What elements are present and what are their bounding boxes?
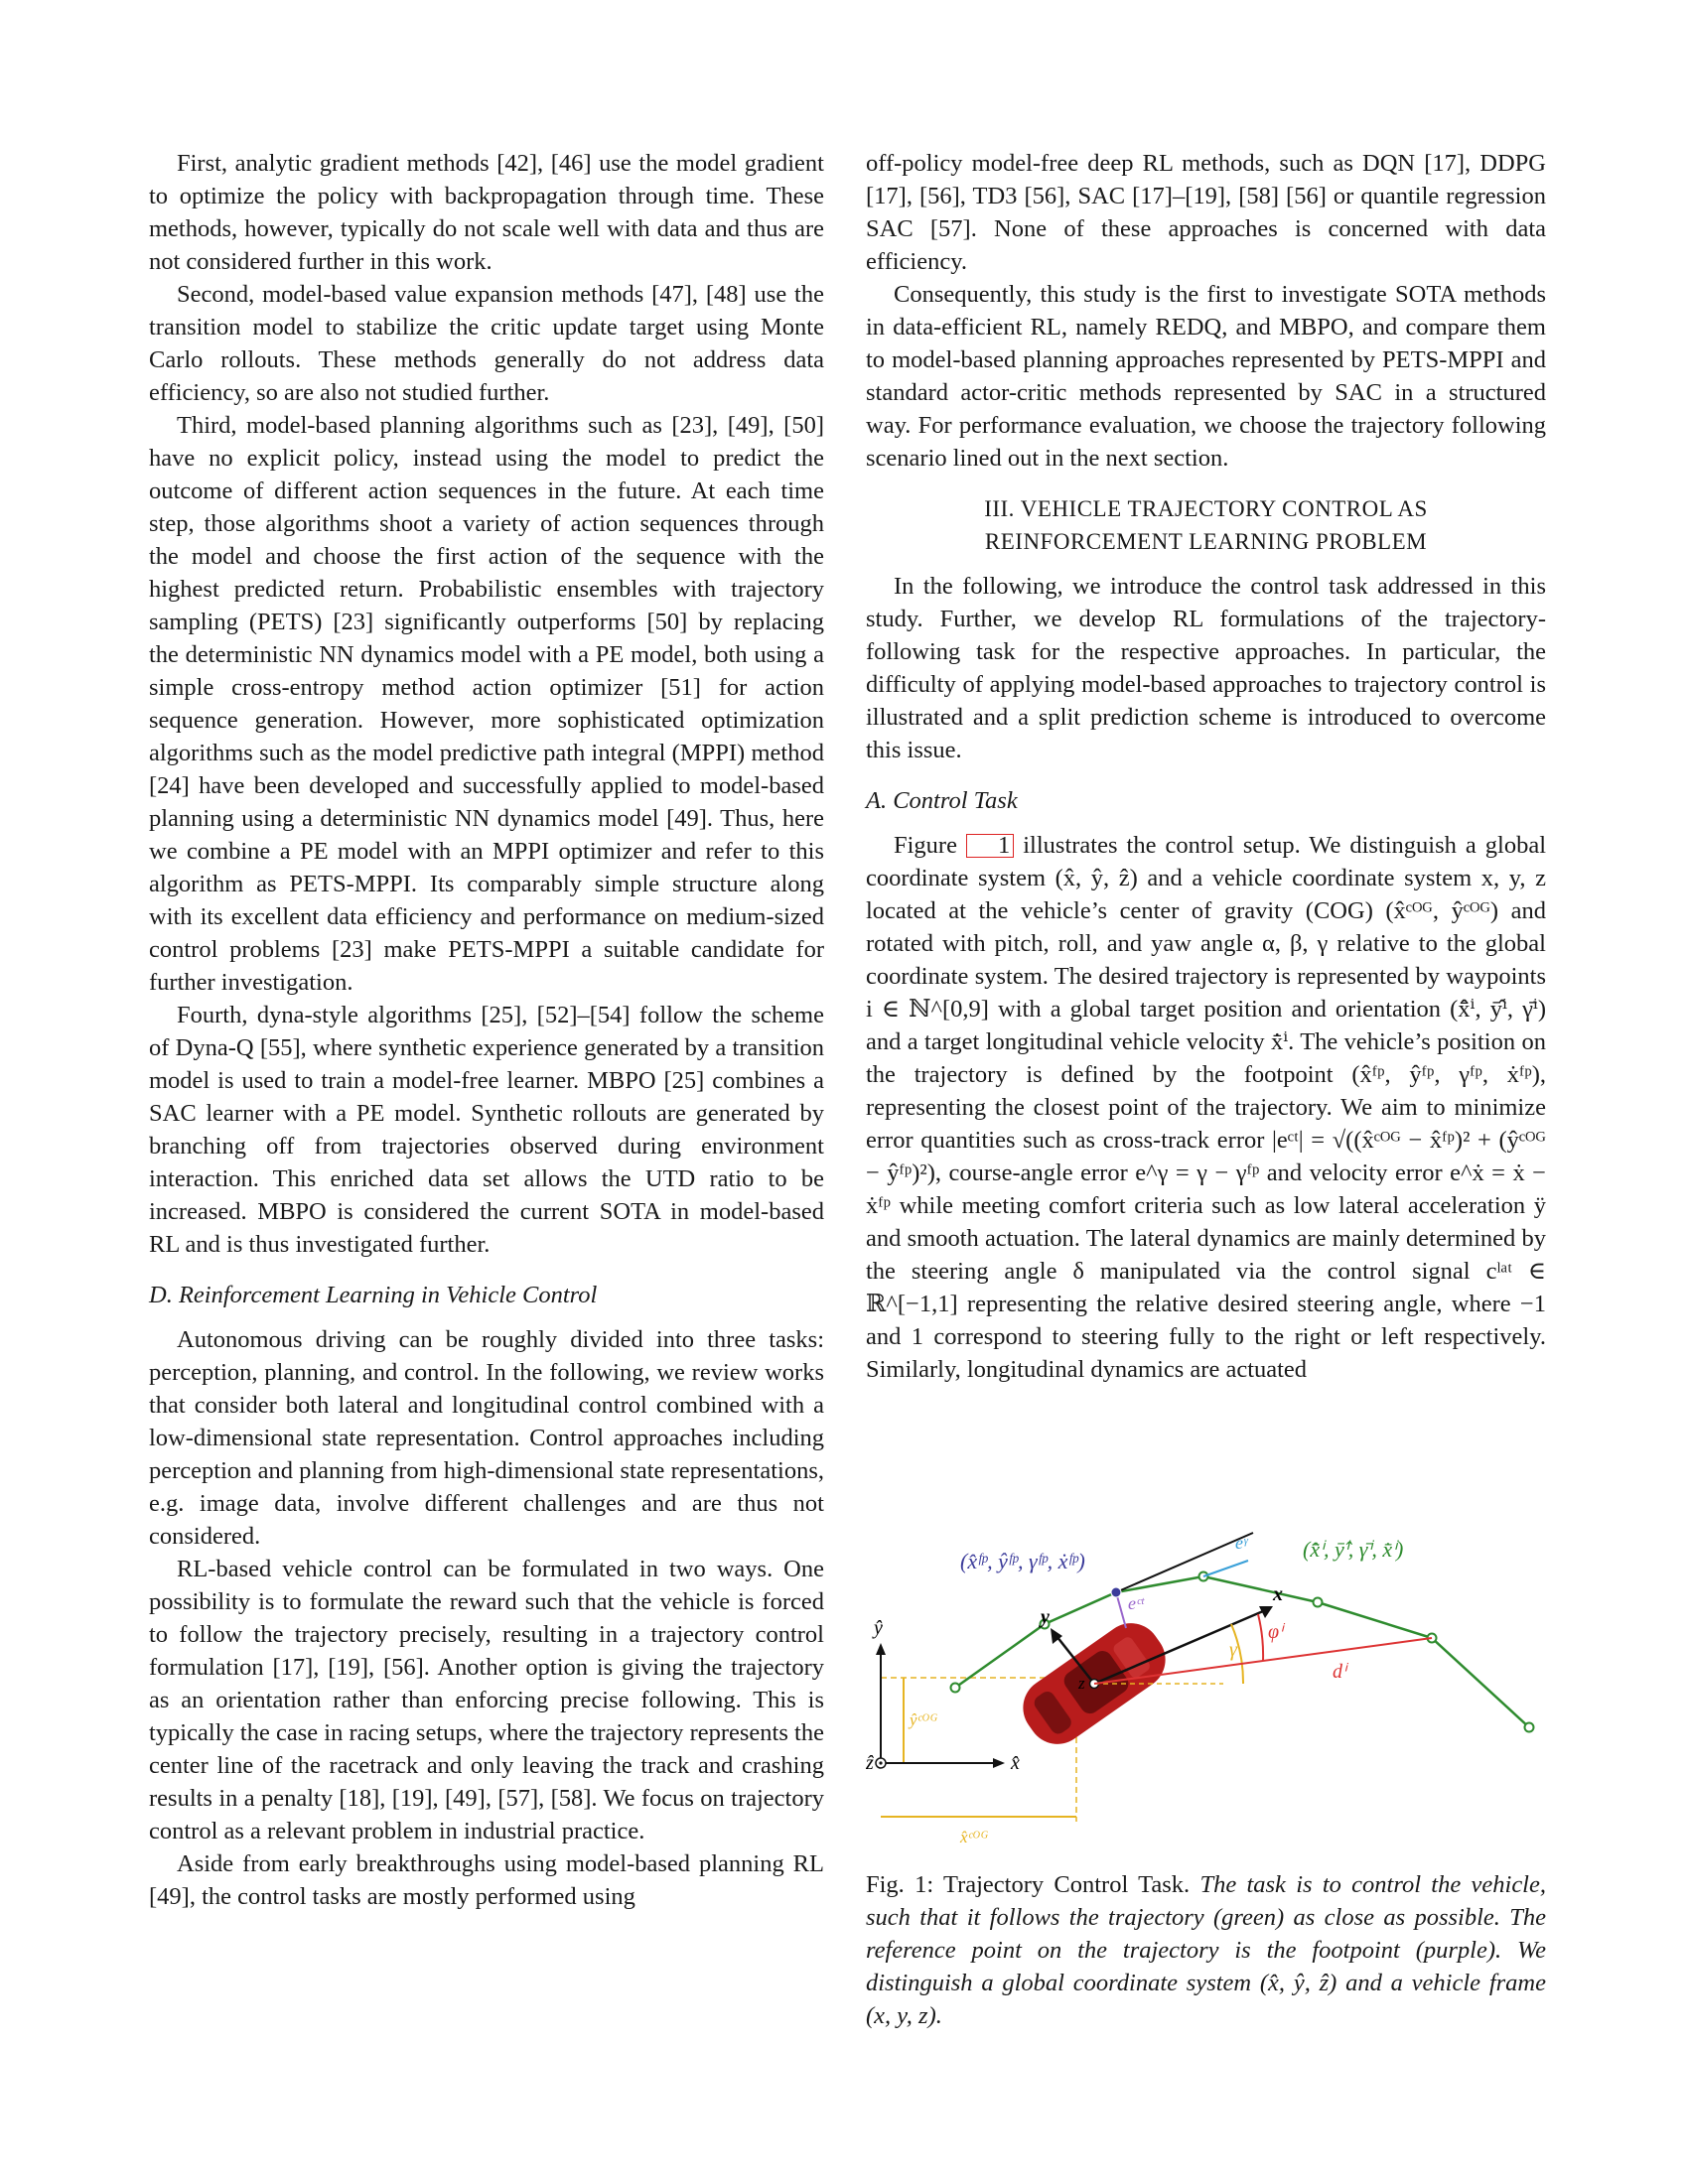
trajectory-control-figure [866,1527,1546,1864]
paragraph-rl-vehicle-control: RL-based vehicle control can be formulated in two ways. One possibility is to formulate the reward such that the vehicle is forced to follow the trajectory precisely, resulting in a trajectory control formulation [17], [19], [56]. Another option is giving the trajectory as an orientation rather than enforcing precise following. This is typically the case in racing setups, where the trajectory represents the center line of the racetrack and only leaving the track and crashing results in a penalty [18], [19], [49], [57], [58]. We focus on trajectory control as a relevant problem in industrial practice. [149,1556,824,1844]
footpoint-marker [1111,1587,1121,1597]
target-tuple-label: (x̄̂ⁱ, ȳ̂ⁱ, γ̄ⁱ, x̄̇ⁱ) [1303,1537,1404,1562]
waypoint [951,1684,960,1693]
phi-i-label: φⁱ [1268,1621,1283,1643]
section-heading [866,492,1546,558]
caption-body: The task is to control the vehicle, such that it follows the trajectory (green) as close as possible. The reference point on the trajectory is the footpoint (purple). We distinguish a global coordinate system (x̂, ŷ, ẑ) and a vehicle frame (x, y, z). [866,1871,1546,2029]
vehicle-y-label: y [1041,1606,1050,1628]
waypoint [1314,1598,1323,1607]
paragraph-autonomous-driving: Autonomous driving can be roughly divided into three tasks: perception, planning, and control. In the following, we review works that consider both lateral and longitudinal control combined with a low-dimensional state representation. Control approaches including perception and planning from high-dimensional state representations, e.g. image data, involve different challenges and are thus not considered. [149,1326,824,1550]
paragraph-section-intro: In the following, we introduce the control task addressed in this study. Further, we develop RL formulations of the trajectory-following task for the respective approaches. In particular, the difficulty of applying model-based approaches to trajectory control is illustrated and a split prediction scheme is introduced to overcome this issue. [866,573,1546,763]
left-column [149,147,824,1913]
y-hat-label: ŷ [874,1617,883,1639]
vehicle-z-label: z [1078,1674,1085,1693]
global-z-dot [879,1761,882,1764]
paragraph-consequently: Consequently, this study is the first to investigate SOTA methods in data-efficient RL, namely REDQ, and MBPO, and compare them to model-based planning approaches represented by PETS-MPPI and standard actor-critic methods represented by SAC in a structured way. For performance evaluation, we choose the trajectory following scenario lined out in the next section. [866,281,1546,472]
subsection-d-title: D. Reinforcement Learning in Vehicle Control [149,1282,598,1308]
figure-word: Figure [894,832,957,859]
paragraph-early-breakthroughs: Aside from early breakthroughs using model-based planning RL [49], the control tasks are mostly performed using [149,1850,824,1910]
paragraph-model-based-planning: Third, model-based planning algorithms such as [23], [49], [50] have no explicit policy, instead using the model to predict the outcome of different action sequences in the future. At each time step, those algorithms shoot a variety of action sequences through the model and choose the first action of the sequence with the highest predicted return. Probabilistic ensembles with trajectory sampling (PETS) [23] significantly outperforms [50] by replacing the deterministic NN dynamics model with a PE model, both using a simple cross-entropy method action optimizer [51] for action sequence generation. However, more sophisticated optimization algorithms such as the model predictive path integral (MPPI) method [24] have been developed and successfully applied to model-based planning using a deterministic NN dynamics model [49]. Thus, here we combine a PE model with an MPPI optimizer and refer to this algorithm as PETS-MPPI. Its comparably simple structure along with its excellent data efficiency and performance on medium-sized control problems [23] make PETS-MPPI a suitable candidate for further investigation. [149,412,824,996]
paragraph-value-expansion: Second, model-based value expansion methods [47], [48] use the transition model to stabilize the critic update target using Monte Carlo rollouts. These methods generally do not address data efficiency, so are also not studied further. [149,281,824,406]
phi-i-arc [1258,1614,1263,1661]
section-heading-line2: REINFORCEMENT LEARNING PROBLEM [984,529,1428,554]
paragraph-continuation: off-policy model-free deep RL methods, such as DQN [17], DDPG [17], [56], TD3 [56], SAC [17]–[19], [58] [56] or quantile regression SAC [57]. None of these approaches is concerned with data efficiency. [866,150,1546,275]
global-x-arrowhead [993,1758,1005,1768]
e-ct-line [1116,1592,1126,1628]
e-gamma-arc-line [1203,1561,1248,1576]
section-heading-line1: III. VEHICLE TRAJECTORY CONTROL AS [984,496,1428,521]
z-hat-label: ẑ [866,1752,874,1774]
e-gamma-label: eᵞ [1235,1533,1248,1553]
paragraph-analytic-gradient: First, analytic gradient methods [42], [46] use the model gradient to optimize the policy with backpropagation through time. These methods, however, typically do not scale well with data and thus are not considered further in this work. [149,150,824,275]
global-y-arrowhead [876,1643,886,1655]
waypoint [1525,1723,1534,1732]
vehicle-x-label: x [1273,1583,1283,1605]
e-ct-label: eᶜᵗ [1128,1593,1144,1613]
gamma-label: γ [1229,1639,1237,1661]
d-i-label: dⁱ [1333,1661,1346,1683]
x-cog-label: x̂ᶜᴼᴳ [960,1828,988,1846]
right-column [866,147,1546,1386]
subsection-a-title: A. Control Task [866,787,1018,814]
control-task-text: illustrates the control setup. We distinguish a global coordinate system (x̂, ŷ, ẑ) and a vehicle coordinate system x, y, z located at the vehicle’s center of gravity (COG) (x̂ᶜᴼᴳ, ŷᶜᴼᴳ) and rotated with pitch, roll, and yaw angle α, β, γ relative to the global coordinate system. The desired trajectory is represented by waypoints i ∈ ℕ^[0,9] with a global target position and orientation (x̄̂ⁱ, ȳ̂ⁱ, γ̄ⁱ) and a target longitudinal vehicle velocity x̄̇ⁱ. The vehicle’s position on the trajectory is defined by the footpoint (x̂ᶠᵖ, ŷᶠᵖ, γᶠᵖ, ẋᶠᵖ), representing the closest point of the trajectory. We aim to minimize error quantities such as cross-track error |eᶜᵗ| = √((x̂ᶜᴼᴳ − x̂ᶠᵖ)² + (ŷᶜᴼᴳ − ŷᶠᵖ)²), course-angle error e^γ = γ − γᶠᵖ and velocity error e^ẋ = ẋ − ẋᶠᵖ while meeting comfort criteria such as low lateral acceleration ÿ and smooth actuation. The lateral dynamics are mainly determined by the steering angle δ manipulated via the control signal cˡᵃᵗ ∈ ℝ^[−1,1] representing the relative desired steering angle, where −1 and 1 correspond to steering fully to the right or left respectively. Similarly, longitudinal dynamics are actuated [866,832,1547,1383]
paragraph-dyna-style: Fourth, dyna-style algorithms [25], [52]–[54] follow the scheme of Dyna-Q [55], where synthetic experience generated by a transition model is used to train a model-free learner. MBPO [25] combines a SAC learner with a PE model. Synthetic rollouts are generated by branching off from trajectories observed during environment interaction. This enriched data set allows the UTD ratio to be increased. MBPO is considered the current SOTA in model-based RL and is thus investigated further. [149,1002,824,1258]
x-hat-label: x̂ [1011,1752,1020,1774]
paragraph-control-task [866,829,1546,1386]
figure-1-link[interactable]: 1 [966,834,1014,858]
figure-caption [866,1868,1546,2032]
footpoint-tuple-label: (x̂ᶠᵖ, ŷᶠᵖ, γᶠᵖ, ẋᶠᵖ) [960,1549,1085,1573]
caption-lead: Fig. 1: Trajectory Control Task. [866,1871,1191,1898]
y-cog-label: ŷᶜᴼᴳ [910,1710,937,1729]
